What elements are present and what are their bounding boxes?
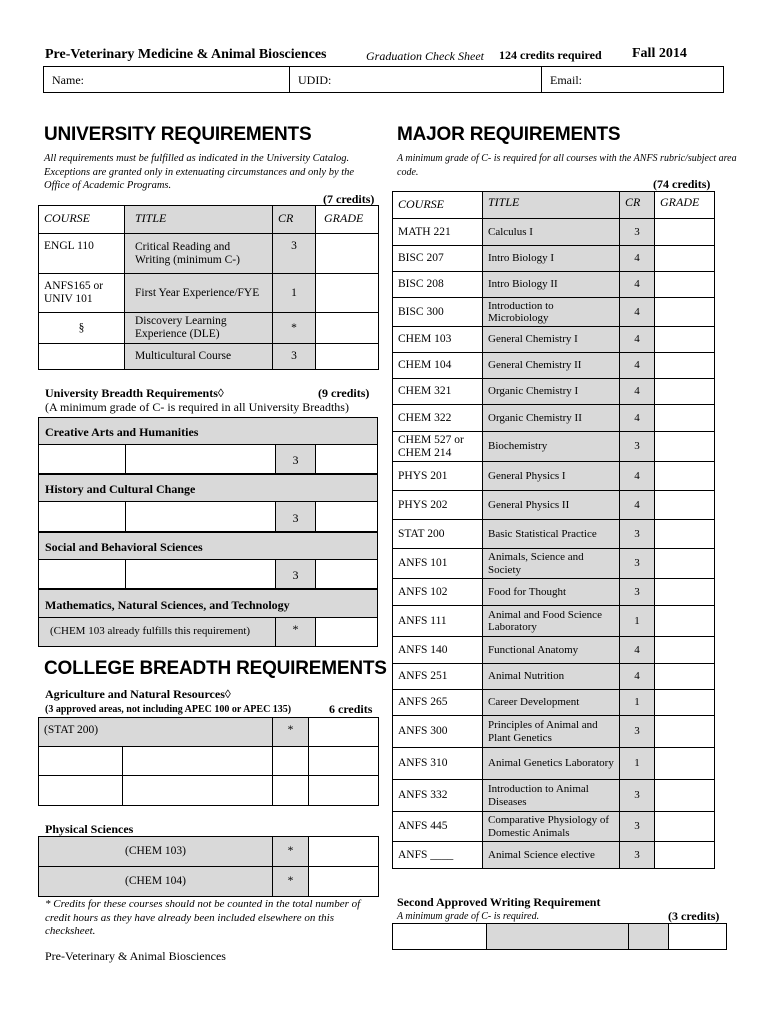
course-cell: BISC 208 <box>393 272 483 298</box>
title-cell: Basic Statistical Practice <box>483 520 620 549</box>
col-title: TITLE <box>483 192 620 219</box>
table-row <box>39 344 379 370</box>
course-cell[interactable] <box>39 776 123 806</box>
course-cell: ANFS 140 <box>393 637 483 664</box>
course-input[interactable] <box>39 501 126 531</box>
course-cell: § <box>39 313 125 344</box>
grade-cell[interactable] <box>309 867 379 897</box>
grade-cell[interactable] <box>655 432 715 462</box>
ag-first-course: (STAT 200) <box>39 718 273 747</box>
major-note: A minimum grade of C- is required for all courses with the ANFS rubric/subject area code. <box>397 153 737 178</box>
table-row <box>39 837 379 867</box>
cr-cell: * <box>273 313 316 344</box>
title-cell: Introduction to Animal Diseases <box>483 780 620 812</box>
col-cr: CR <box>273 206 316 234</box>
cr-cell: 3 <box>276 559 316 588</box>
table-row <box>393 327 715 353</box>
table-row <box>393 491 715 520</box>
grade-cell[interactable] <box>655 520 715 549</box>
cr-cell: 1 <box>620 606 655 637</box>
grade-cell[interactable] <box>655 637 715 664</box>
ag-note: (3 approved areas, not including APEC 100 or APEC 135) <box>45 704 292 715</box>
title-cell: General Chemistry II <box>483 353 620 379</box>
area-label: Creative Arts and Humanities <box>45 425 199 439</box>
cr-cell: 4 <box>620 353 655 379</box>
writing-table <box>392 923 727 950</box>
title-cell: Animal Nutrition <box>483 664 620 690</box>
grade-cell[interactable] <box>316 274 379 313</box>
course-cell: CHEM 103 <box>393 327 483 353</box>
udid-field[interactable] <box>290 67 542 92</box>
title-cell: Comparative Physiology of Domestic Animals <box>483 812 620 842</box>
major-credits: (74 credits) <box>653 177 711 191</box>
page-footer: Pre-Veterinary & Animal Biosciences <box>45 949 226 963</box>
cr-cell: 4 <box>620 327 655 353</box>
title-input[interactable] <box>126 501 276 531</box>
table-row <box>393 520 715 549</box>
course-cell: PHYS 201 <box>393 462 483 491</box>
title-cell: Food for Thought <box>483 579 620 606</box>
cr-cell: 1 <box>620 690 655 716</box>
table-row <box>39 274 379 313</box>
grade-cell[interactable] <box>309 747 379 776</box>
breadth-credits: (9 credits) <box>318 386 370 400</box>
major-heading: MAJOR REQUIREMENTS <box>397 124 621 145</box>
university-credits: (7 credits) <box>323 192 375 206</box>
grade-cell[interactable] <box>655 842 715 869</box>
grade-cell[interactable] <box>316 344 379 370</box>
table-row <box>39 867 379 897</box>
course-cell: ANFS 251 <box>393 664 483 690</box>
cr-cell: * <box>273 837 309 867</box>
grade-cell[interactable] <box>655 716 715 748</box>
course-cell: ANFS 310 <box>393 748 483 780</box>
title-cell: Principles of Animal and Plant Genetics <box>483 716 620 748</box>
table-row <box>39 313 379 344</box>
title-cell: Multicultural Course <box>125 344 273 370</box>
title-cell: Intro Biology II <box>483 272 620 298</box>
cr-cell: 4 <box>620 405 655 432</box>
course-cell: ANFS 265 <box>393 690 483 716</box>
cr-cell: 4 <box>620 491 655 520</box>
col-cr: CR <box>620 192 655 219</box>
cr-cell: 3 <box>620 432 655 462</box>
table-row <box>393 664 715 690</box>
course-cell: ANFS 445 <box>393 812 483 842</box>
physical-sciences-title: Physical Sciences <box>45 822 134 836</box>
col-grade: GRADE <box>655 192 715 219</box>
table-row <box>393 748 715 780</box>
grade-input[interactable] <box>316 501 377 531</box>
table-row <box>393 716 715 748</box>
cr-cell: 3 <box>620 842 655 869</box>
university-note: All requirements must be fulfilled as indicated in the University Catalog. Exceptions are granted only in extenuating circumstances and only by the Office of Academic Programs. <box>44 153 355 191</box>
table-row <box>393 637 715 664</box>
student-info-box <box>43 66 724 93</box>
cr-cell: 3 <box>620 716 655 748</box>
cr-cell: 3 <box>620 549 655 579</box>
cr-cell: 4 <box>620 246 655 272</box>
title-cell: Animal Science elective <box>483 842 620 869</box>
cr-cell: 3 <box>276 501 316 531</box>
email-label: Email: <box>550 73 582 87</box>
grade-cell[interactable] <box>655 491 715 520</box>
term: Fall 2014 <box>632 46 687 61</box>
title-cell: Intro Biology I <box>483 246 620 272</box>
grade-cell[interactable] <box>655 298 715 327</box>
area-math-science <box>38 589 378 647</box>
title-cell: Introduction to Microbiology <box>483 298 620 327</box>
cr-cell: 3 <box>273 344 316 370</box>
title-cell: Organic Chemistry I <box>483 379 620 405</box>
course-cell: BISC 300 <box>393 298 483 327</box>
table-row <box>39 718 379 747</box>
major-table <box>392 191 715 869</box>
title-cell: Animal Genetics Laboratory <box>483 748 620 780</box>
cr-cell: 4 <box>620 272 655 298</box>
course-cell: ENGL 110 <box>39 234 125 274</box>
course-cell: CHEM 321 <box>393 379 483 405</box>
program-title: Pre-Veterinary Medicine & Animal Biosciences <box>45 47 327 62</box>
title-cell: Biochemistry <box>483 432 620 462</box>
grade-cell[interactable] <box>655 812 715 842</box>
course-cell: ANFS 101 <box>393 549 483 579</box>
course-cell: CHEM 527 or CHEM 214 <box>393 432 483 462</box>
title-cell: General Physics I <box>483 462 620 491</box>
table-row <box>393 780 715 812</box>
col-title: TITLE <box>125 206 273 234</box>
grade-cell[interactable] <box>655 579 715 606</box>
course-cell: ANFS165 or UNIV 101 <box>39 274 125 313</box>
title-cell[interactable] <box>487 924 629 950</box>
title-input[interactable] <box>126 559 276 588</box>
cr-cell[interactable] <box>629 924 669 950</box>
course-cell: CHEM 322 <box>393 405 483 432</box>
grade-cell[interactable] <box>655 219 715 246</box>
cr-cell: 4 <box>620 462 655 491</box>
grade-cell[interactable] <box>655 272 715 298</box>
table-header-row <box>393 192 715 219</box>
cr-cell: 3 <box>276 444 316 473</box>
course-cell: STAT 200 <box>393 520 483 549</box>
grade-cell[interactable] <box>655 405 715 432</box>
table-row <box>393 924 727 950</box>
course-cell: (CHEM 103) <box>39 837 273 867</box>
course-cell[interactable] <box>39 747 123 776</box>
cr-cell[interactable] <box>273 747 309 776</box>
college-heading: COLLEGE BREADTH REQUIREMENTS <box>44 658 387 679</box>
table-row <box>393 842 715 869</box>
table-row <box>393 405 715 432</box>
email-field[interactable] <box>542 67 723 92</box>
grade-cell[interactable] <box>316 313 379 344</box>
cr-cell: * <box>273 718 309 747</box>
grade-cell[interactable] <box>655 606 715 637</box>
cr-cell[interactable] <box>273 776 309 806</box>
table-row <box>39 234 379 274</box>
cr-cell: 3 <box>620 579 655 606</box>
table-row <box>39 747 379 776</box>
cr-cell: 1 <box>620 748 655 780</box>
cr-cell: 4 <box>620 379 655 405</box>
course-cell: CHEM 104 <box>393 353 483 379</box>
ag-title: Agriculture and Natural Resources◊ <box>45 687 231 701</box>
grade-cell[interactable] <box>655 664 715 690</box>
cr-cell: 4 <box>620 637 655 664</box>
name-field[interactable] <box>44 67 290 92</box>
ag-table <box>38 717 379 806</box>
area-label: Mathematics, Natural Sciences, and Technology <box>45 598 290 612</box>
cr-cell: * <box>273 867 309 897</box>
grade-cell[interactable] <box>655 246 715 272</box>
title-cell: Animals, Science and Society <box>483 549 620 579</box>
writing-credits: (3 credits) <box>668 909 720 923</box>
grade-cell[interactable] <box>655 780 715 812</box>
grade-cell[interactable] <box>655 353 715 379</box>
table-row <box>393 432 715 462</box>
table-row <box>393 606 715 637</box>
course-cell[interactable] <box>393 924 487 950</box>
area-social <box>38 532 378 589</box>
footnote: * Credits for these courses should not be counted in the total number of credit hours as they have already been included elsewhere on this checksheet. <box>45 898 361 937</box>
grade-cell[interactable] <box>655 327 715 353</box>
cr-cell: 3 <box>620 780 655 812</box>
title-cell: Career Development <box>483 690 620 716</box>
udid-label: UDID: <box>298 73 332 87</box>
table-row <box>393 549 715 579</box>
grade-input[interactable] <box>316 444 377 473</box>
course-cell: PHYS 202 <box>393 491 483 520</box>
table-row <box>393 690 715 716</box>
grade-input[interactable] <box>316 559 377 588</box>
grade-input[interactable] <box>316 617 377 646</box>
title-input[interactable] <box>126 444 276 473</box>
title-cell: Functional Anatomy <box>483 637 620 664</box>
cr-cell: 3 <box>273 234 316 274</box>
cr-cell: 4 <box>620 298 655 327</box>
course-cell: ANFS 102 <box>393 579 483 606</box>
cr-cell: 3 <box>620 219 655 246</box>
grade-cell[interactable] <box>655 462 715 491</box>
writing-note: A minimum grade of C- is required. <box>397 911 540 922</box>
area-creative-arts <box>38 417 378 474</box>
course-input[interactable] <box>39 559 126 588</box>
title-cell: General Physics II <box>483 491 620 520</box>
grade-cell[interactable] <box>316 234 379 274</box>
grade-cell[interactable] <box>309 718 379 747</box>
grade-cell[interactable] <box>655 690 715 716</box>
col-course: COURSE <box>39 206 125 234</box>
credits-required: 124 credits required <box>499 48 602 62</box>
area-label: History and Cultural Change <box>45 482 196 496</box>
title-cell[interactable] <box>123 747 273 776</box>
area-label: Social and Behavioral Sciences <box>45 540 203 554</box>
table-row <box>39 776 379 806</box>
grade-cell[interactable] <box>309 837 379 867</box>
table-row <box>393 579 715 606</box>
grade-cell[interactable] <box>309 776 379 806</box>
title-cell: General Chemistry I <box>483 327 620 353</box>
area-history <box>38 474 378 532</box>
physical-sciences-table <box>38 836 379 897</box>
cr-cell: 3 <box>620 812 655 842</box>
course-cell: ANFS 300 <box>393 716 483 748</box>
table-row <box>393 462 715 491</box>
cr-cell: 1 <box>273 274 316 313</box>
course-cell: (CHEM 104) <box>39 867 273 897</box>
math-note: (CHEM 103 already fulfills this requirement) <box>39 617 276 646</box>
course-cell: BISC 207 <box>393 246 483 272</box>
grade-cell[interactable] <box>669 924 727 950</box>
table-row <box>393 272 715 298</box>
title-cell[interactable] <box>123 776 273 806</box>
cr-cell: * <box>276 617 316 646</box>
course-cell: ANFS ____ <box>393 842 483 869</box>
course-cell: MATH 221 <box>393 219 483 246</box>
grade-cell[interactable] <box>655 748 715 780</box>
col-course: COURSE <box>393 192 483 219</box>
table-row <box>393 219 715 246</box>
table-row <box>393 812 715 842</box>
breadth-note: (A minimum grade of C- is required in all University Breadths) <box>45 400 349 414</box>
writing-title: Second Approved Writing Requirement <box>397 895 601 909</box>
table-row <box>393 246 715 272</box>
grade-cell[interactable] <box>655 379 715 405</box>
table-row <box>393 353 715 379</box>
course-cell[interactable] <box>39 344 125 370</box>
course-cell: ANFS 111 <box>393 606 483 637</box>
title-cell: Critical Reading and Writing (minimum C-) <box>125 234 273 274</box>
cr-cell: 3 <box>620 520 655 549</box>
course-input[interactable] <box>39 444 126 473</box>
title-cell: Organic Chemistry II <box>483 405 620 432</box>
table-header-row <box>39 206 379 234</box>
grade-cell[interactable] <box>655 549 715 579</box>
course-cell: ANFS 332 <box>393 780 483 812</box>
university-heading: UNIVERSITY REQUIREMENTS <box>44 124 312 145</box>
breadth-title: University Breadth Requirements◊ <box>45 386 224 400</box>
title-cell: First Year Experience/FYE <box>125 274 273 313</box>
table-row <box>393 379 715 405</box>
ag-credits: 6 credits <box>329 702 373 716</box>
col-grade: GRADE <box>316 206 379 234</box>
cr-cell: 4 <box>620 664 655 690</box>
table-row <box>393 298 715 327</box>
title-cell: Calculus I <box>483 219 620 246</box>
name-label: Name: <box>52 73 84 87</box>
sheet-type: Graduation Check Sheet <box>366 49 484 63</box>
university-table <box>38 205 379 370</box>
title-cell: Animal and Food Science Laboratory <box>483 606 620 637</box>
title-cell: Discovery Learning Experience (DLE) <box>125 313 273 344</box>
